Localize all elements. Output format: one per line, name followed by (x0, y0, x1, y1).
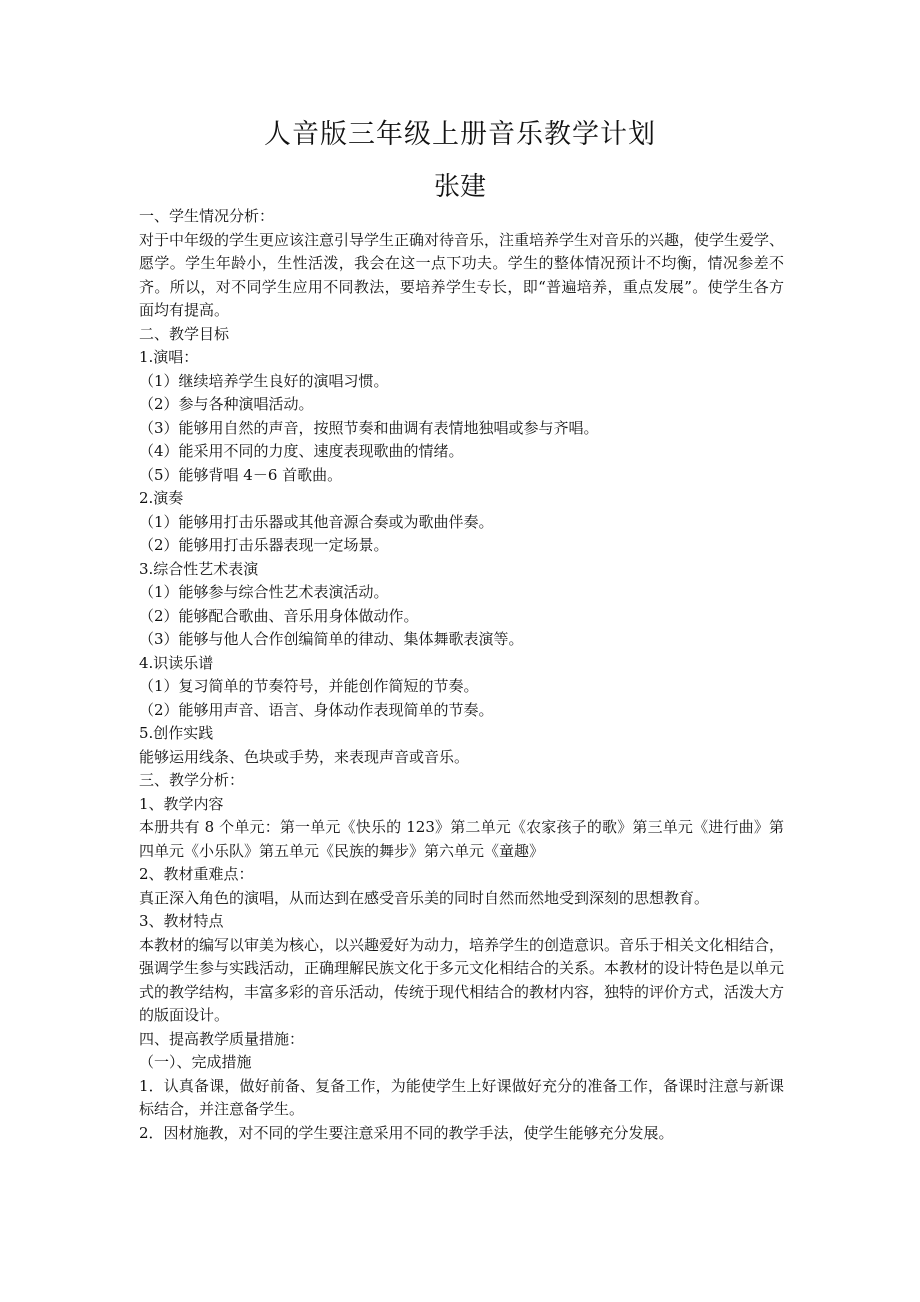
goal-item: （3）能够用自然的声音，按照节奏和曲调有表情地独唱或参与齐唱。 (139, 418, 599, 437)
paragraph-teaching-content: 本册共有 8 个单元：第一单元《快乐的 123》第二单元《农家孩子的歌》第三单元《进行曲》第四单元《小乐队》第五单元《民族的舞步》第六单元《童趣》 (139, 818, 784, 860)
paragraph-features: 本教材的编写以审美为核心，以兴趣爱好为动力，培养学生的创造意识。音乐于相关文化相结合，强调学生参与实践活动，正确理解民族文化于多元文化相结合的关系。本教材的设计特色是以单元式的教学结构，丰富多彩的音乐活动，传统于现代相结合的教材内容，独特的评价方式，活泼大方的版面设计。 (139, 935, 785, 1024)
goal-heading-reading-music: 4.识读乐谱 (139, 653, 214, 672)
paragraph-key-points: 真正深入角色的演唱，从而达到在感受音乐美的同时自然而然地受到深刻的思想教育。 (139, 888, 710, 907)
analysis-heading-key-points: 2、教材重难点： (139, 865, 254, 883)
goal-item: （4）能采用不同的力度、速度表现歌曲的情绪。 (139, 442, 464, 460)
section-heading-quality-measures: 四、提高教学质量措施： (139, 1029, 305, 1048)
goal-item: （1）继续培养学生良好的演唱习惯。 (139, 371, 389, 390)
goal-item: （3）能够与他人合作创编简单的律动、集体舞歌表演等。 (139, 630, 524, 648)
goal-item: （5）能够背唱 4－6 首歌曲。 (139, 465, 343, 484)
document-body (139, 205, 784, 1145)
goal-item: （2）能够用打击乐器表现一定场景。 (139, 536, 389, 554)
goal-item: （1）能够参与综合性艺术表演活动。 (139, 583, 389, 601)
goal-item: （1）复习简单的节奏符号，并能创作简短的节奏。 (139, 677, 479, 695)
measures-subheading: （一）、完成措施 (139, 1053, 252, 1071)
goal-item: （1）能够用打击乐器或其他音源合奏或为歌曲伴奏。 (139, 512, 494, 531)
section-heading-student-analysis: 一、学生情况分析： (139, 207, 275, 225)
paragraph-measure-1: 1．认真备课，做好前备、复备工作，为能使学生上好课做好充分的准备工作，备课时注意与新课标结合，并注意备学生。 (139, 1076, 784, 1118)
goal-text: 能够运用线条、色块或手势，来表现声音或音乐。 (139, 747, 470, 766)
goal-item: （2）能够用声音、语言、身体动作表现简单的节奏。 (139, 700, 494, 719)
goal-heading-creative-practice: 5.创作实践 (139, 724, 214, 742)
goal-item: （2）参与各种演唱活动。 (139, 395, 314, 413)
document-title: 人音版三年级上册音乐教学计划 (264, 119, 656, 150)
analysis-heading-features: 3、教材特点 (139, 912, 224, 930)
goal-item: （2）能够配合歌曲、音乐用身体做动作。 (139, 606, 419, 625)
paragraph-measure-2: 2．因材施教，对不同的学生要注意采用不同的教学手法，使学生能够充分发展。 (139, 1123, 674, 1142)
goal-heading-art-performance: 3.综合性艺术表演 (139, 559, 259, 578)
analysis-heading-content: 1、教学内容 (139, 794, 224, 813)
goal-heading-performance: 2.演奏 (139, 489, 184, 507)
document-author: 张建 (433, 172, 486, 202)
section-heading-teaching-analysis: 三、教学分析： (139, 771, 245, 789)
section-heading-teaching-goals: 二、教学目标 (139, 324, 230, 343)
paragraph-student-analysis: 对于中年级的学生更应该注意引导学生正确对待音乐，注重培养学生对音乐的兴趣，使学生爱学、愿学。学生年龄小，生性活泼，我会在这一点下功夫。学生的整体情况预计不均衡，情况参差不齐。所以，对不同学生应用不同教法，要培养学生专长，即“普遍培养，重点发展”。使学生各方面均有提高。 (139, 230, 785, 319)
goal-heading-singing: 1.演唱： (139, 348, 199, 366)
